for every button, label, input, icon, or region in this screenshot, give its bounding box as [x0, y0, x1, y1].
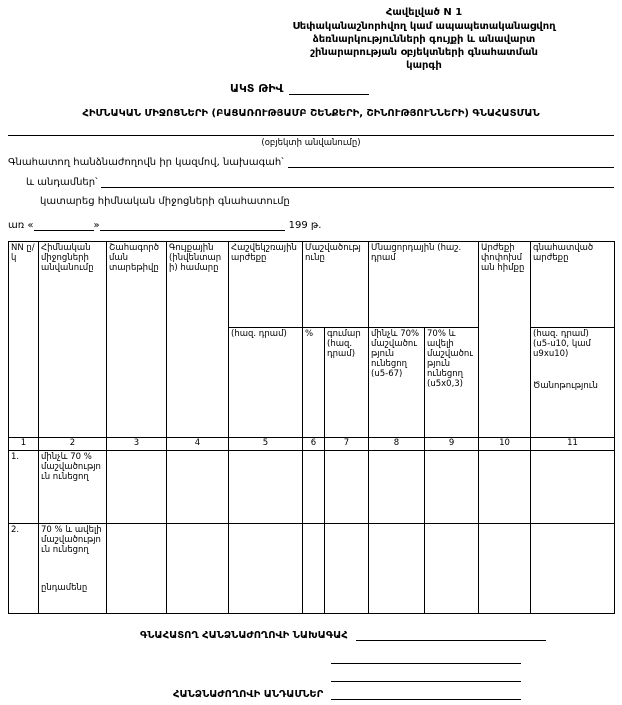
appendix-subtitle-line-1: Սեփականաշնորհվող կամ ապապետականացվող — [292, 21, 556, 32]
header-cell-depreciation: Մաշվածությունը — [303, 242, 369, 328]
empty-cell — [229, 524, 303, 614]
member-signature-blank-3 — [331, 686, 521, 700]
performed-line: կատարեց հիմնական միջոցների գնահատումը — [40, 196, 290, 207]
table-header-row-1 — [9, 242, 615, 328]
empty-cell — [325, 524, 369, 614]
empty-cell — [167, 451, 229, 524]
member-signature-blank-1 — [331, 651, 521, 664]
column-number-6: 6 — [303, 438, 325, 451]
assessed-unit: (հազ. դրամ) — [533, 329, 589, 339]
column-number-4: 4 — [167, 438, 229, 451]
empty-cell — [479, 524, 531, 614]
chairman-signature-row — [140, 628, 614, 641]
header-cell-asset-name: Հիմնական միջոցների անվանումը — [39, 242, 107, 438]
row-number: 1. — [9, 451, 39, 524]
date-month-blank — [100, 219, 285, 231]
empty-cell — [107, 524, 167, 614]
empty-cell — [369, 451, 425, 524]
appendix-subtitle-line-2: ձեռնարկությունների գույքի և անավարտ — [312, 34, 536, 45]
assessed-formula: (ս5-ս10, կամ ս9xս10) — [533, 339, 591, 360]
table-row — [9, 451, 615, 524]
commission-chairman-label: Գնահատող հանձնաժողովն իր կազմով, նախագահ՝ — [8, 157, 284, 168]
column-number-3: 3 — [107, 438, 167, 451]
empty-cell — [425, 524, 479, 614]
empty-cell — [531, 524, 615, 614]
table-row — [9, 524, 615, 614]
column-number-1: 1 — [9, 438, 39, 451]
chairman-name-blank — [288, 156, 614, 168]
column-number-5: 5 — [229, 438, 303, 451]
header-cell-balance-value: Հաշվեկշռային արժեքը — [229, 242, 303, 328]
members-signature-blanks — [331, 651, 521, 700]
subheader-amount: գումար (հազ. դրամ) — [325, 328, 369, 438]
subheader-assessed — [531, 328, 615, 438]
row-category-label: մինչև 70 % մաշվածություն ունեցող — [39, 451, 107, 524]
total-label: ընդամենը — [41, 583, 88, 594]
date-close-quote: » — [93, 220, 100, 231]
column-numbers-row — [9, 438, 615, 451]
subheader-balance-unit: (հազ. դրամ) — [229, 328, 303, 438]
members-signature-row — [173, 651, 614, 700]
empty-cell — [369, 524, 425, 614]
empty-cell — [303, 524, 325, 614]
header-cell-exploitation-year: Շահագործման տարեթիվը — [107, 242, 167, 438]
date-year-suffix: 199 թ. — [288, 220, 322, 231]
member-signature-blank-2 — [331, 668, 521, 682]
empty-cell — [479, 451, 531, 524]
column-number-2: 2 — [39, 438, 107, 451]
object-caption: (օբյեկտի անվանումը) — [261, 138, 361, 148]
column-number-8: 8 — [369, 438, 425, 451]
appendix-block — [259, 6, 589, 72]
signature-block — [8, 628, 614, 700]
header-cell-inventory-number: Գույքային (ինվենտարի) համարը — [167, 242, 229, 438]
date-prefix: առ « — [8, 220, 34, 231]
header-cell-change-basis: Արժեքի փոփոխման հիմքը — [479, 242, 531, 438]
empty-cell — [303, 451, 325, 524]
header-cell-residual: Մնացորդային (հաշ. դրամ — [369, 242, 479, 328]
column-number-10: 10 — [479, 438, 531, 451]
row-number: 2. — [9, 524, 39, 614]
commission-members-line — [26, 176, 614, 188]
date-line — [8, 219, 614, 231]
appendix-subtitle-line-4: կարգի — [406, 60, 442, 71]
subheader-percent: % — [303, 328, 325, 438]
empty-cell — [167, 524, 229, 614]
commission-members-label: և անդամներ՝ — [26, 177, 98, 188]
date-day-blank — [34, 219, 94, 231]
act-label: ԱԿՏ ԹԻՎ — [230, 82, 284, 95]
note-label: Ծանոթություն — [533, 381, 598, 392]
empty-cell — [531, 451, 615, 524]
header-cell-nn: NN ը/կ — [9, 242, 39, 438]
appendix-subtitle-line-3: շինարարության օբյեկտների գնահատման — [310, 47, 538, 58]
column-number-11: 11 — [531, 438, 615, 451]
subheader-under-70: մինչև 70% մաշվածություն ունեցող (ս5-67) — [369, 328, 425, 438]
subheader-over-70: 70% և ավելի մաշվածություն ունեցող (ս5x0,3) — [425, 328, 479, 438]
row-category-cell — [39, 524, 107, 614]
members-names-blank — [101, 176, 614, 188]
appendix-title: Հավելված N 1 — [385, 7, 463, 18]
chairman-signature-label: ԳՆԱՀԱՏՈՂ ՀԱՆՁՆԱԺՈՂՈՎԻ ՆԱԽԱԳԱՀ — [140, 630, 348, 641]
header-cell-assessed-value: գնահատված արժեքը — [531, 242, 615, 328]
act-number-blank — [289, 83, 369, 95]
column-number-9: 9 — [425, 438, 479, 451]
members-signature-label: ՀԱՆՁՆԱԺՈՂՈՎԻ ԱՆԴԱՄՆԵՐ — [173, 689, 324, 700]
main-title: ՀԻՄՆԱԿԱՆ ՄԻՋՈՑՆԵՐԻ (ԲԱՑԱՌՈՒԹՅԱՄԲ ՇԵՆՔԵՐԻ, ՇԻՆՈՒԹՅՈՒՆՆԵՐԻ) ԳՆԱՀԱՏՄԱՆ — [82, 108, 540, 119]
chairman-signature-blank — [356, 628, 546, 641]
object-name-blank-line — [8, 135, 614, 136]
empty-cell — [107, 451, 167, 524]
empty-cell — [325, 451, 369, 524]
valuation-table — [8, 241, 615, 614]
empty-cell — [229, 451, 303, 524]
column-number-7: 7 — [325, 438, 369, 451]
commission-chairman-line — [8, 156, 614, 168]
row-category-label: 70 % և ավելի մաշվածություն ունեցող — [41, 525, 102, 556]
act-number-line — [230, 82, 614, 95]
empty-cell — [425, 451, 479, 524]
